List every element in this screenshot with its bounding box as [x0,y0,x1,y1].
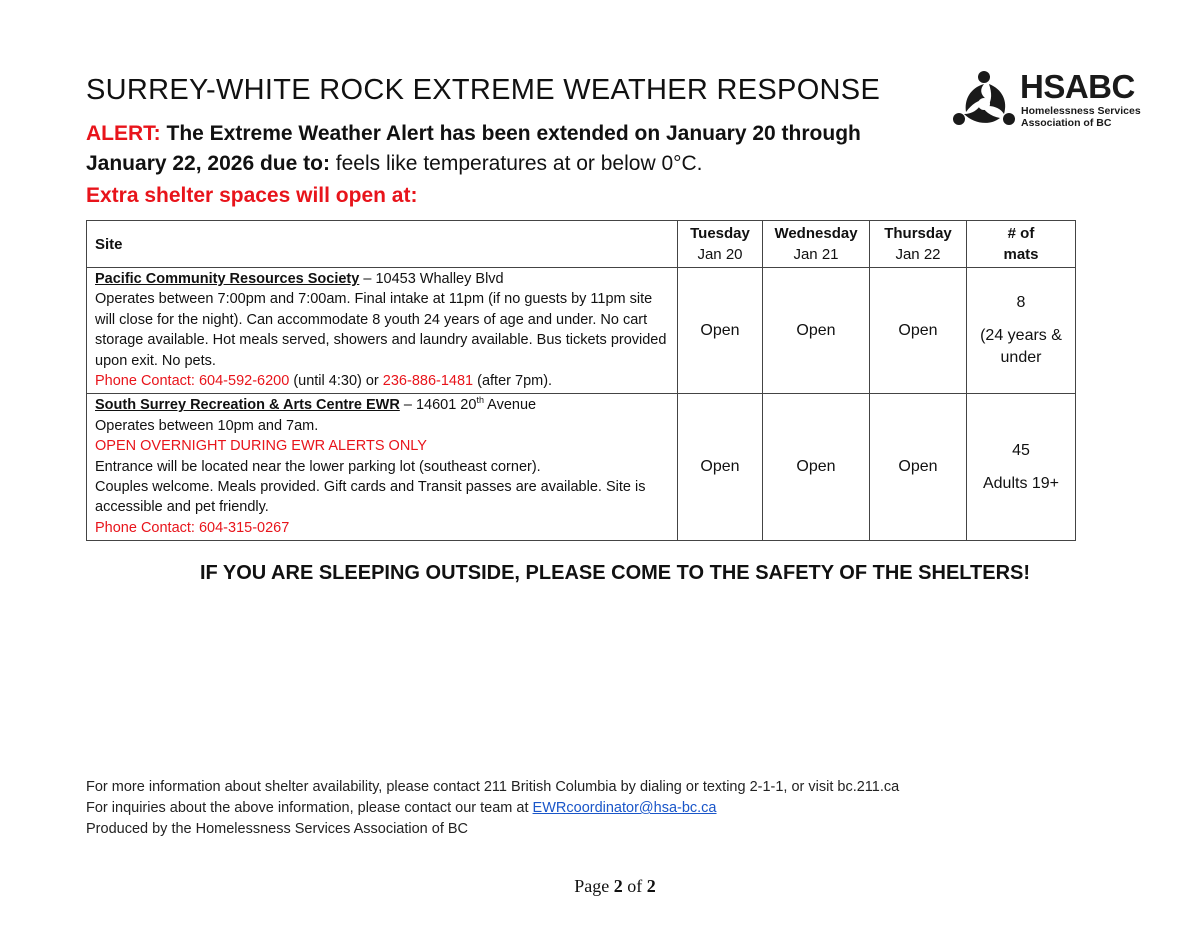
day-date: Jan 20 [697,246,743,263]
day-name: Thursday [884,225,952,242]
site-address-suffix: th [476,395,484,406]
site-header: Site [87,221,678,268]
mats-cell [967,268,1076,394]
page-of: of [622,876,647,896]
alert-reason: feels like temperatures at or below 0°C. [329,152,703,175]
alert-line-1 [86,119,916,149]
phone-contact: Phone Contact: 604-315-0267 [95,519,290,536]
mats-count: 8 [1016,294,1026,312]
day-name: Wednesday [774,225,858,242]
phone-note-2: (after 7pm). [473,373,553,390]
status-cell: Open [870,268,967,394]
logo-subtitle [1021,106,1141,129]
status-cell: Open [763,394,870,541]
alert-line-2 [86,149,916,179]
status-cell: Open [870,394,967,541]
mats-note: Adults 19+ [982,474,1060,492]
day-name: Tuesday [690,225,750,242]
alert-text-2: January 22, 2026 due to: [86,152,330,175]
day-date: Jan 22 [895,246,941,263]
site-description [87,268,678,394]
shelter-table [86,220,1076,541]
footer [86,777,899,840]
mats-note: (24 years & under [980,327,1062,367]
phone-note: (until 4:30) or [289,373,383,390]
status-cell: Open [763,268,870,394]
page-title: SURREY-WHITE ROCK EXTREME WEATHER RESPONSE [86,74,881,106]
page-current: 2 [613,876,623,896]
footer-contact-text: For inquiries about the above information, please contact our team at [86,800,533,816]
email-link[interactable]: EWRcoordinator@hsa-bc.ca [532,800,717,816]
site-address: – 14601 20 [399,397,477,414]
mats-header [967,221,1076,268]
footer-line-contact [86,798,899,819]
shelter-heading: Extra shelter spaces will open at: [86,184,418,207]
day-date: Jan 21 [793,246,839,263]
site-address: – 10453 Whalley Blvd [359,271,504,287]
site-name: South Surrey Recreation & Arts Centre EWR [95,397,400,414]
mats-cell [967,394,1076,541]
mats-count: 45 [1012,441,1030,459]
mats-header-line-1: # of [1007,225,1035,242]
alert-text-1: The Extreme Weather Alert has been extended on January 20 through [160,122,861,145]
page-label: Page [574,876,614,896]
site-alert-note: OPEN OVERNIGHT DURING EWR ALERTS ONLY [95,438,427,455]
footer-line-211: For more information about shelter availability, please contact 211 British Columbia by dialing or texting 2-1-1, or visit bc.211.ca [86,779,900,795]
logo-acronym: HSABC [1020,68,1135,105]
site-name: Pacific Community Resources Society [95,271,360,287]
site-address-end: Avenue [483,397,537,414]
site-description [87,394,678,541]
hsabc-emblem-icon [952,70,1016,132]
safety-banner: IF YOU ARE SLEEPING OUTSIDE, PLEASE COME TO THE SAFETY OF THE SHELTERS! [199,562,1031,584]
table-row [87,268,1076,394]
page-number [0,876,1200,897]
table-row [87,394,1076,541]
site-entrance: Entrance will be located near the lower parking lot (southeast corner). [95,458,541,475]
day-header-1 [678,221,763,268]
day-header-3 [870,221,967,268]
hsabc-logo [952,70,1142,130]
site-details: Operates between 7:00pm and 7:00am. Final intake at 11pm (if no guests by 11pm site will close for the night). Can accommodate 8 youth 24 years of age and under. No cart storage available. Hot meals served, showers and laundry available. Bus tickets provided upon exit. No pets. [95,291,667,369]
site-hours: Operates between 10pm and 7am. [95,417,319,434]
phone-contact: Phone Contact: 604-592-6200 [95,373,290,390]
status-cell: Open [678,394,763,541]
day-header-2 [763,221,870,268]
site-details: Couples welcome. Meals provided. Gift cards and Transit passes are available. Site is accessible and pet friendly. [95,479,646,516]
logo-line-1: Homelessness Services [1021,105,1141,117]
logo-line-2: Association of BC [1021,116,1112,129]
footer-line-producer: Produced by the Homelessness Services Association of BC [86,821,469,837]
mats-header-line-2: mats [1003,246,1039,263]
alert-label: ALERT: [86,122,161,145]
phone-contact-2: 236-886-1481 [382,373,474,390]
status-cell: Open [678,268,763,394]
table-header-row [87,221,1076,268]
page-total: 2 [646,876,656,896]
